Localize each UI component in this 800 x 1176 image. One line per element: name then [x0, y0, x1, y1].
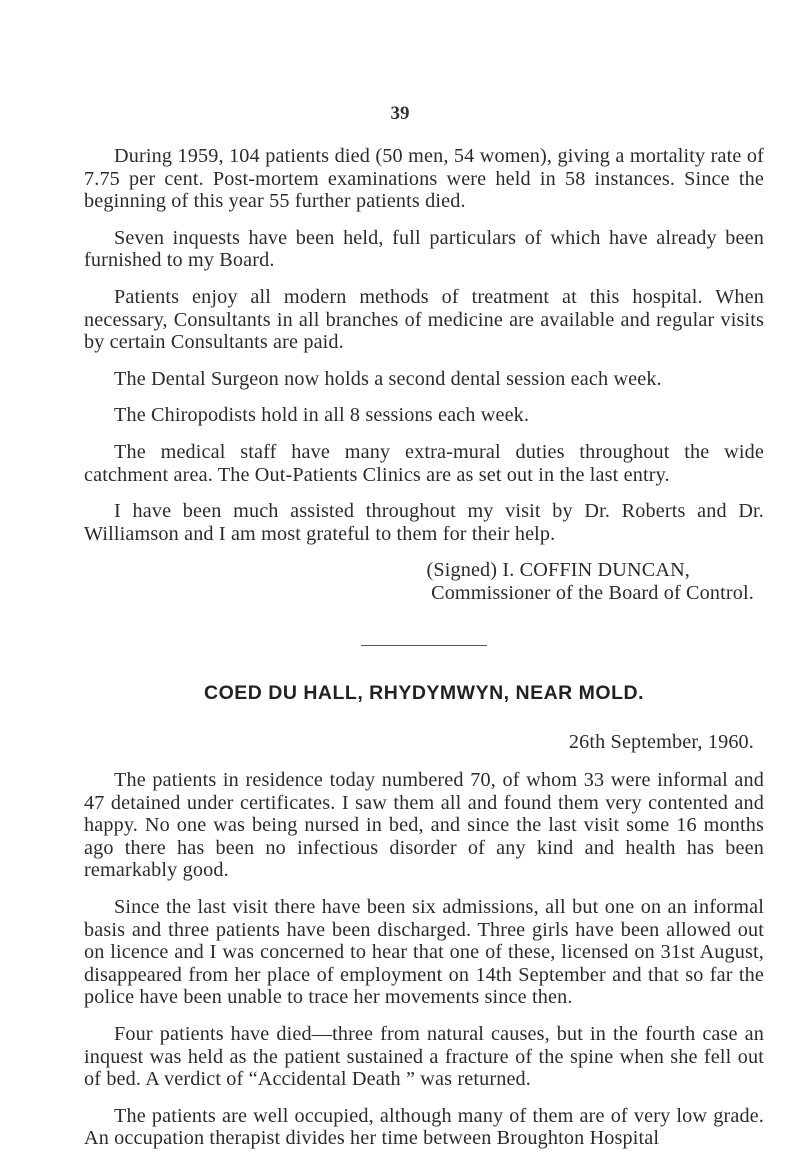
paragraph-inquests: Seven inquests have been held, full particulars of which have already been furnished to my Board.: [84, 226, 764, 272]
signature-name: (Signed) I. COFFIN DUNCAN,: [426, 559, 690, 582]
paragraph-medical-staff: The medical staff have many extra-mural duties throughout the wide catchment area. The Out-Patients Clinics are as set out in the last entry.: [84, 440, 764, 486]
signature-title: Commissioner of the Board of Control.: [431, 581, 754, 604]
paragraph-treatment: Patients enjoy all modern methods of treatment at this hospital. When necessary, Consultants in all branches of medicine are available and regular visits by certain Consultants are paid.: [84, 285, 764, 354]
paragraph-acknowledgement: I have been much assisted throughout my visit by Dr. Roberts and Dr. Williamson and I am most grateful to them for their help.: [84, 500, 764, 545]
paragraph-dental: The Dental Surgeon now holds a second dental session each week.: [114, 367, 662, 390]
paragraph-deaths: Four patients have died—three from natural causes, but in the fourth case an inquest was held as the patient sustained a fracture of the spine when she fell out of bed. A verdict of “Accidental Death ” was returned.: [84, 1023, 764, 1091]
section-date: 26th September, 1960.: [568, 730, 754, 753]
paragraph-mortality: During 1959, 104 patients died (50 men, 54 women), giving a mortality rate of 7.75 per cent. Post-mortem examinations were held in 58 instances. Since the beginning of this year 55 further patients died.: [84, 145, 764, 213]
page-number: 39: [390, 103, 410, 124]
paragraph-residents: The patients in residence today numbered 70, of whom 33 were informal and 47 detained under certificates. I saw them all and found them very contented and happy. No one was being nursed in bed, and since the last visit some 16 months ago there has been no infectious disorder of any kind and health has been remarkably good.: [84, 769, 764, 882]
paragraph-admissions: Since the last visit there have been six admissions, all but one on an informal basis and three patients have been discharged. Three girls have been allowed out on licence and I was concerned to hear that one of these, licensed on 31st August, disappeared from her place of employment on 14th September and that so far the police have been unable to trace her movements since then.: [84, 896, 764, 1009]
paragraph-occupation: The patients are well occupied, although many of them are of very low grade. An occupation therapist divides her time between Broughton Hospital: [84, 1104, 764, 1150]
section-heading: COED DU HALL, RHYDYMWYN, NEAR MOLD.: [204, 681, 644, 704]
document-body: [84, 145, 764, 1164]
paragraph-chiropodists: The Chiropodists hold in all 8 sessions each week.: [114, 404, 530, 427]
section-divider: [361, 645, 487, 646]
signature-block: [84, 559, 764, 604]
